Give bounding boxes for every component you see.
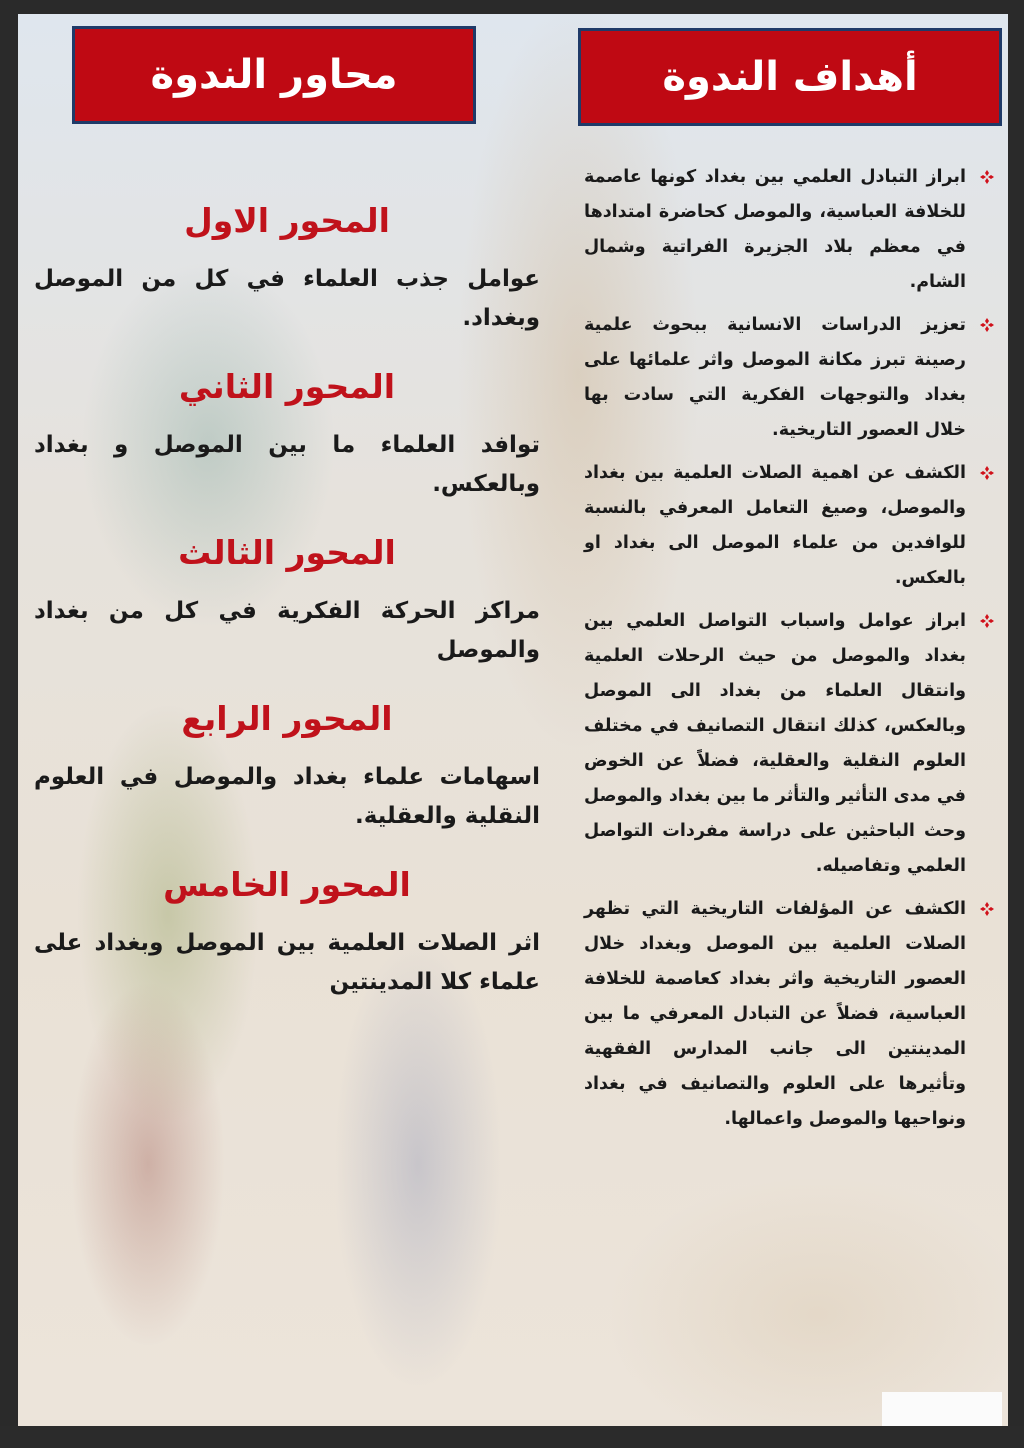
axis-title: المحور الخامس <box>163 865 411 904</box>
axis-text: توافد العلماء ما بين الموصل و بغداد وبالعكس. <box>34 432 540 497</box>
goal-item <box>584 456 996 596</box>
axes-section <box>34 194 540 1024</box>
goal-text: الكشف عن المؤلفات التاريخية التي تظهر الصلات العلمية بين الموصل وبغداد خلال العصور التاريخية واثر بغداد كعاصمة للخلافة العباسية، فضلاً عن التبادل المعرفي ما بين المدينتين الى جانب المدارس الفقهية وتأثيرها على العلوم والتصانيف في بغداد ونواحيها والموصل واعمالها. <box>584 899 966 1129</box>
page-background <box>18 14 1008 1426</box>
axis-title: المحور الاول <box>184 201 390 240</box>
diamond-bullet-icon <box>980 614 994 628</box>
goals-title: أهداف الندوة <box>662 54 918 100</box>
corner-patch <box>882 1392 1002 1426</box>
goal-text: ابراز عوامل واسباب التواصل العلمي بين بغداد والموصل من حيث الرحلات العلمية وانتقال العلماء من بغداد الى الموصل وبالعكس، كذلك انتقال التصانيف في مختلف العلوم النقلية والعقلية، فضلاً عن الخوض في مدى التأثير والتأثر ما بين بغداد والموصل وحث الباحثين على دراسة مفردات التواصل العلمي وتفاصيله. <box>584 611 966 876</box>
goal-item <box>584 604 996 884</box>
axis-text: عوامل جذب العلماء في كل من الموصل وبغداد. <box>34 266 540 331</box>
goal-text: الكشف عن اهمية الصلات العلمية بين بغداد والموصل، وصيغ التعامل المعرفي بالنسبة للوافدين من علماء الموصل الى بغداد او بالعكس. <box>584 463 966 588</box>
diamond-bullet-icon <box>980 318 994 332</box>
goal-item <box>584 308 996 448</box>
axis-text: مراكز الحركة الفكرية في كل من بغداد والموصل <box>34 598 540 663</box>
axis-title: المحور الثالث <box>178 533 396 572</box>
axis-title: المحور الرابع <box>181 699 393 738</box>
diamond-bullet-icon <box>980 466 994 480</box>
diamond-bullet-icon <box>980 902 994 916</box>
axis-title: المحور الثاني <box>178 367 396 406</box>
goals-list <box>584 160 996 1145</box>
axis-text: اسهامات علماء بغداد والموصل في العلوم النقلية والعقلية. <box>34 764 540 829</box>
axis-text: اثر الصلات العلمية بين الموصل وبغداد على علماء كلا المدينتين <box>34 930 540 995</box>
axes-header <box>72 26 476 124</box>
goal-text: ابراز التبادل العلمي بين بغداد كونها عاصمة للخلافة العباسية، والموصل كحاضرة امتدادها في معظم بلاد الجزيرة الفراتية وشمال الشام. <box>584 167 966 292</box>
bottom-bar <box>0 1426 1024 1448</box>
goals-header <box>578 28 1002 126</box>
axes-title: محاور الندوة <box>150 52 398 98</box>
diamond-bullet-icon <box>980 170 994 184</box>
goal-text: تعزيز الدراسات الانسانية ببحوث علمية رصينة تبرز مكانة الموصل واثر علمائها على بغداد والتوجهات الفكرية التي سادت بها خلال العصور التاريخية. <box>584 315 966 440</box>
goal-item <box>584 160 996 300</box>
goal-item <box>584 892 996 1137</box>
